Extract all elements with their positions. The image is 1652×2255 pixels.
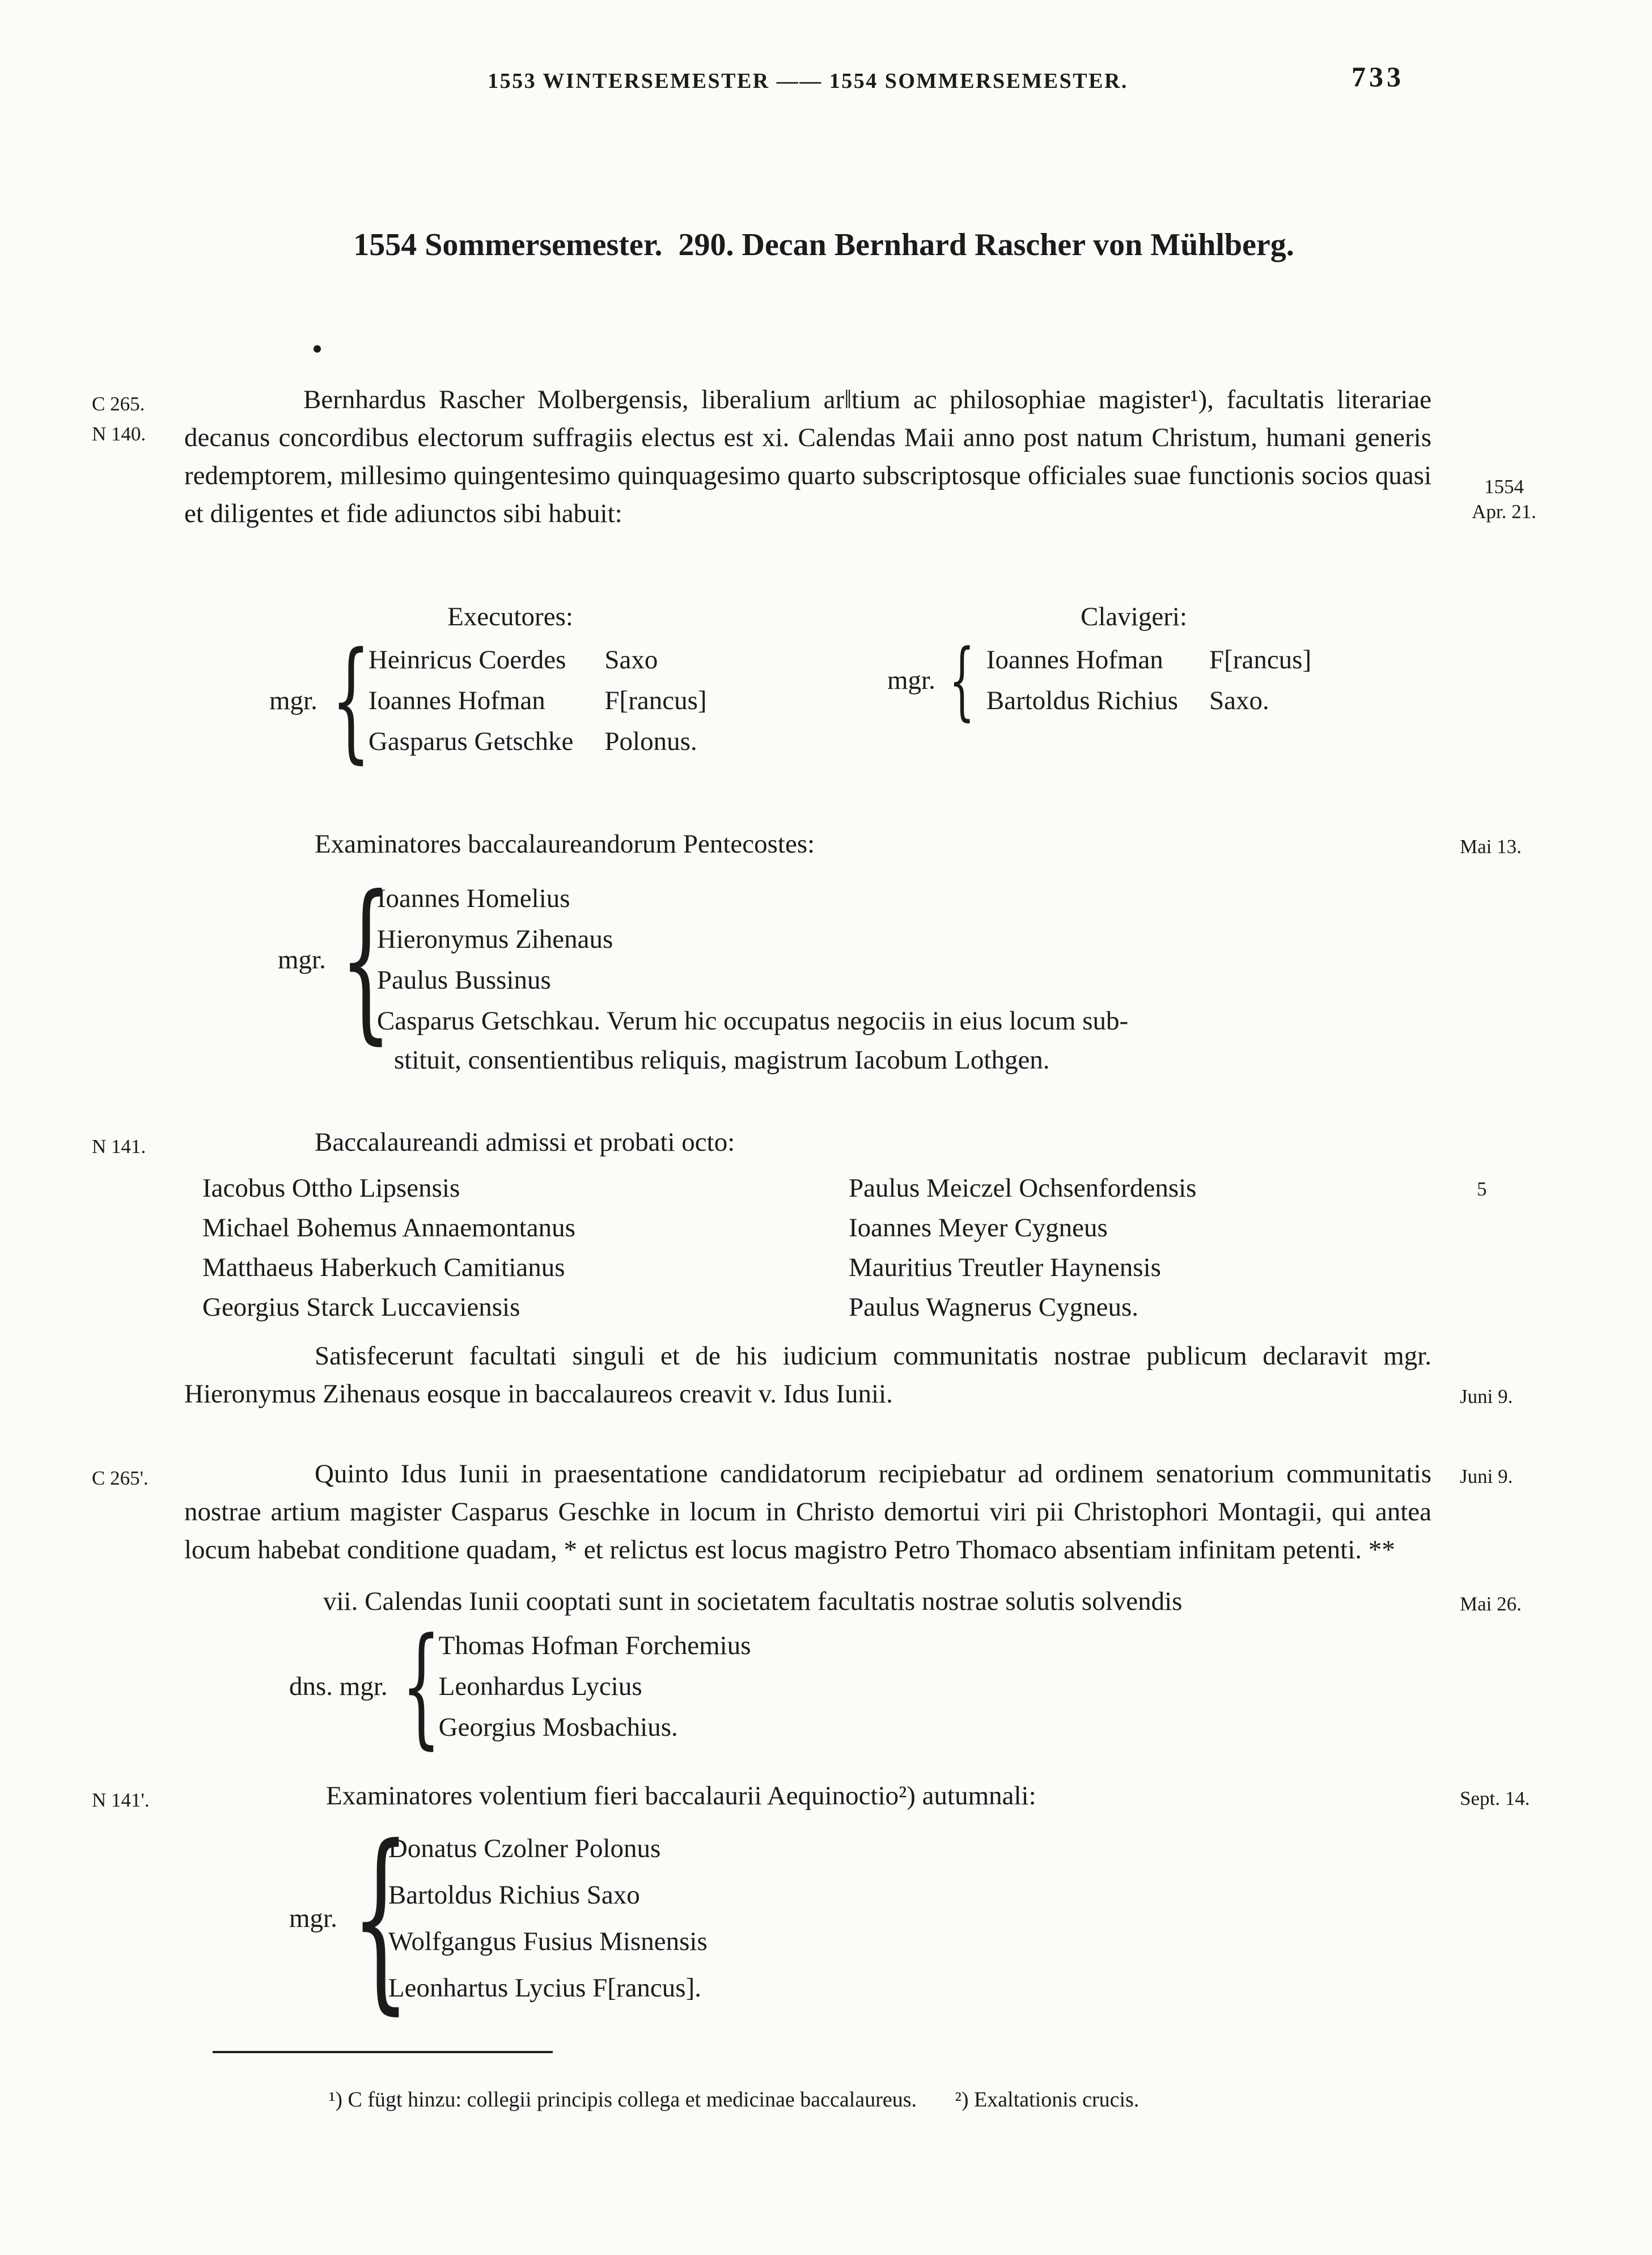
running-header xyxy=(184,61,1431,95)
grouping-brace-icon: { xyxy=(401,1610,441,1762)
list-item: Hieronymus Zihenaus xyxy=(376,925,613,954)
paragraph-quinto xyxy=(92,1455,1513,1569)
margin-line-number: 5 xyxy=(1477,1178,1487,1200)
grouping-brace-icon: { xyxy=(331,624,371,777)
margin-note-mai13: Mai 13. xyxy=(1460,836,1522,858)
list-item: Iacobus Ottho Lipsensis xyxy=(202,1173,460,1203)
section-title xyxy=(184,190,1431,336)
list-item: Bartoldus Richius Saxo xyxy=(388,1880,640,1910)
cooptati-group xyxy=(289,1610,1431,1762)
baccalaureandi-right-column xyxy=(849,1168,1431,1327)
footnote-divider xyxy=(213,2051,553,2053)
margin-note-year: 1554 xyxy=(1484,476,1524,498)
margin-note-c265: C 265. xyxy=(92,393,145,415)
margin-note-juni9-b: Juni 9. xyxy=(1460,1465,1513,1487)
grouping-brace-icon: { xyxy=(350,1804,410,2032)
list-item: Paulus Wagnerus Cygneus. xyxy=(849,1292,1139,1322)
footnotes xyxy=(329,2086,1431,2113)
list-item: Donatus Czolner Polonus xyxy=(388,1834,661,1863)
margin-note-mai26: Mai 26. xyxy=(1460,1593,1522,1615)
margin-note-n141p: N 141'. xyxy=(92,1789,150,1811)
person-origin: F[rancus] xyxy=(1209,645,1312,675)
degree-prefix: mgr. xyxy=(278,945,326,974)
paragraph-satisfecerunt-text: Satisfecerunt facultati singuli et de his iudicium communitatis nostrae publicum declaravit mgr. Hieronymus Zihenaus eosque in baccalaureos creavit v. Idus Iunii. xyxy=(184,1341,1431,1409)
heading-clavigeri: Clavigeri: xyxy=(1081,602,1187,631)
heading-pentecostes-text: Examinatores baccalaureandorum Pentecostes: xyxy=(315,829,815,859)
list-item: Georgius Mosbachius. xyxy=(438,1713,678,1742)
paragraph-cooptati xyxy=(184,1583,1522,1621)
list-item: Paulus Meiczel Ochsenfordensis xyxy=(849,1173,1197,1203)
margin-note-sept14: Sept. 14. xyxy=(1460,1787,1530,1809)
margin-note-day: Apr. 21. xyxy=(1472,501,1536,523)
officials-section xyxy=(184,600,1431,777)
person-origin: Saxo xyxy=(604,645,658,675)
autumnali-list xyxy=(388,1825,708,2011)
person-name: Gasparus Getschke xyxy=(368,727,574,756)
margin-note-c265p: C 265'. xyxy=(92,1467,149,1489)
page-content xyxy=(92,0,1536,2113)
list-item: Wolfgangus Fusius Misnensis xyxy=(388,1927,708,1956)
executores-list xyxy=(368,639,707,762)
baccalaureandi-left-column xyxy=(202,1168,849,1327)
person-name: Bartoldus Richius xyxy=(986,686,1179,715)
grouping-brace-icon: { xyxy=(948,630,975,730)
executores-column xyxy=(184,600,836,777)
list-item: Michael Bohemus Annaemontanus xyxy=(202,1213,575,1243)
margin-note-left-sources xyxy=(92,389,180,449)
list-item-continuation: stituit, consentientibus reliquis, magistrum Iacobum Lothgen. xyxy=(394,1045,1050,1075)
margin-note-date-apr21 xyxy=(1453,474,1555,524)
section-title-text: 1554 Sommersemester. 290. Decan Bernhard Rascher von Mühlberg. xyxy=(353,227,1294,262)
paragraph-intro xyxy=(92,381,1536,533)
paragraph-quinto-text: Quinto Idus Iunii in praesentatione candidatorum recipiebatur ad ordinem senatorium communitatis nostrae artium magister Casparus Geschke in locum in Christo demortui viri pii Christophori Montagii, qui antea locum habebat conditione quadam, * et relictus est locus magistro Petro Thomaco absentiam infinitam petenti. ** xyxy=(184,1459,1431,1565)
autumnali-group xyxy=(289,1804,1431,2032)
list-item: Leonhartus Lycius F[rancus]. xyxy=(388,1973,701,2003)
list-item: Leonhardus Lycius xyxy=(438,1672,642,1701)
grouping-brace-icon: { xyxy=(339,859,392,1060)
list-item: Casparus Getschkau. Verum hic occupatus negociis in eius locum sub- xyxy=(376,1006,1129,1036)
clavigeri-column xyxy=(836,600,1431,762)
footnote-1: ¹) C fügt hinzu: collegii principis collega et medicinae baccalaureus. xyxy=(329,2088,917,2112)
degree-prefix: mgr. xyxy=(887,666,935,695)
heading-executores: Executores: xyxy=(447,602,573,631)
margin-note-n140: N 140. xyxy=(92,423,146,445)
footnote-2: ²) Exaltationis crucis. xyxy=(955,2088,1140,2112)
person-origin: F[rancus] xyxy=(604,686,707,715)
clavigeri-list xyxy=(986,639,1311,721)
cooptati-list xyxy=(439,1625,751,1748)
degree-prefix: mgr. xyxy=(289,1904,337,1933)
heading-baccalaureandi xyxy=(92,1124,1431,1162)
person-origin: Polonus. xyxy=(604,727,697,756)
heading-pentecostes xyxy=(184,825,1522,863)
list-item: Ioannes Meyer Cygneus xyxy=(849,1213,1108,1243)
person-name: Heinricus Coerdes xyxy=(368,645,566,675)
margin-note-juni9-a: Juni 9. xyxy=(1460,1385,1513,1408)
pentecostes-list xyxy=(377,878,1128,1041)
person-name: Ioannes Hofman xyxy=(368,686,545,715)
executores-group xyxy=(269,624,836,777)
paragraph-satisfecerunt xyxy=(184,1337,1513,1413)
list-item: Georgius Starck Luccaviensis xyxy=(202,1292,520,1322)
baccalaureandi-list xyxy=(184,1168,1487,1327)
person-origin: Saxo. xyxy=(1209,686,1269,715)
running-header-text: 1553 WINTERSEMESTER —— 1554 SOMMERSEMESTER. xyxy=(488,69,1128,93)
degree-prefix: mgr. xyxy=(269,686,317,715)
list-item: Thomas Hofman Forchemius xyxy=(438,1631,751,1660)
heading-baccalaureandi-text: Baccalaureandi admissi et probati octo: xyxy=(315,1128,735,1157)
ink-speck xyxy=(314,345,321,353)
list-item: Ioannes Homelius xyxy=(376,884,570,913)
degree-prefix: dns. mgr. xyxy=(289,1672,388,1701)
list-item: Paulus Bussinus xyxy=(376,965,551,995)
list-item: Mauritius Treutler Haynensis xyxy=(849,1253,1161,1282)
list-item: Matthaeus Haberkuch Camitianus xyxy=(202,1253,565,1282)
person-name: Ioannes Hofman xyxy=(986,645,1163,675)
clavigeri-group xyxy=(887,630,1431,730)
paragraph-intro-text: Bernhardus Rascher Molbergensis, liberalium ar‖tium ac philosophiae magister¹), facultatis literariae decanus concordibus electorum suffragiis electus est xi. Calendas Maii anno post natum Christum, humani generis redemptorem, millesimo quingentesimo quinquagesimo quarto subscriptosque officiales suae functionis socios quasi et diligentes et fide adiunctos sibi habuit: xyxy=(184,385,1431,528)
paragraph-cooptati-text: vii. Calendas Iunii cooptati sunt in societatem facultatis nostrae solutis solvendis xyxy=(323,1587,1183,1616)
margin-note-n141: N 141. xyxy=(92,1135,146,1158)
page-number: 733 xyxy=(1352,61,1404,92)
heading-autumnali-text: Examinatores volentium fieri baccalaurii Aequinoctio²) autumnali: xyxy=(326,1781,1036,1811)
